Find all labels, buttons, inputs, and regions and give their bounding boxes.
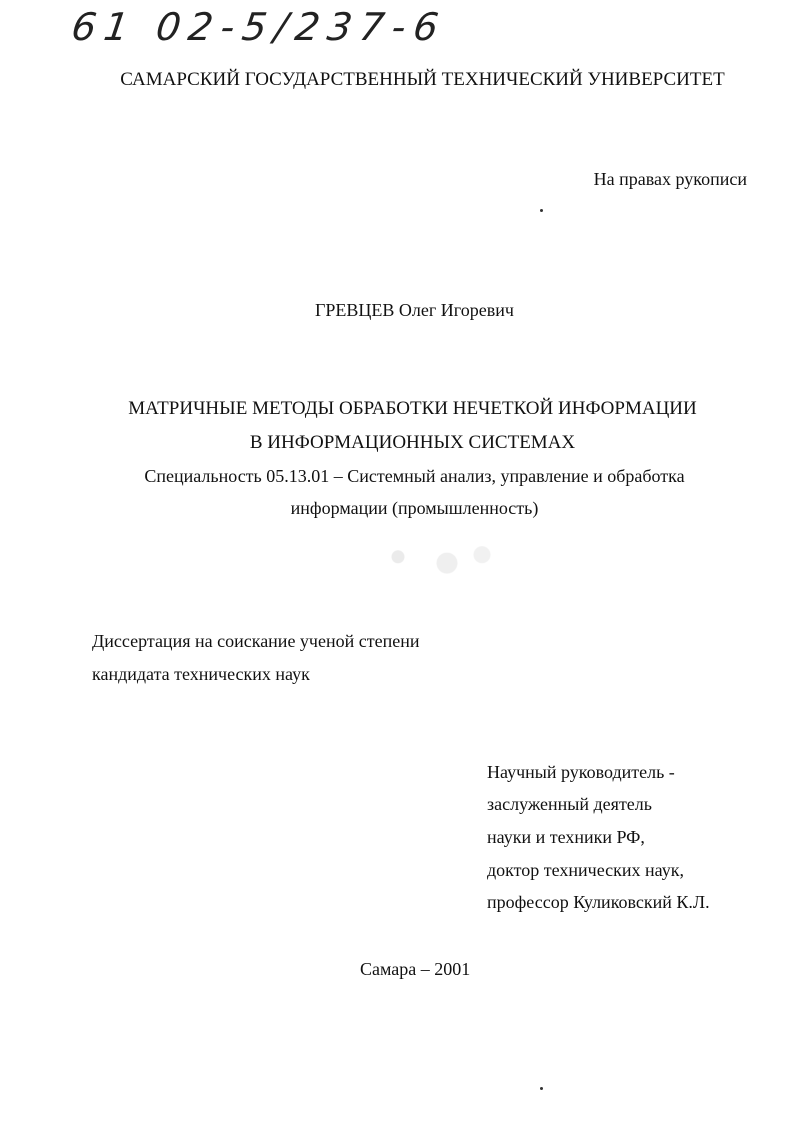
place-and-year: Самара – 2001 — [360, 959, 471, 979]
faded-stamp-mark — [370, 540, 510, 582]
handwritten-catalog-code: 61 02-5/237-6 — [68, 5, 449, 49]
thesis-title-line-1: МАТРИЧНЫЕ МЕТОДЫ ОБРАБОТКИ НЕЧЕТКОЙ ИНФОРМАЦИИ — [128, 398, 697, 419]
rights-notice: На правах рукописи — [593, 169, 747, 189]
scan-speck — [540, 209, 543, 212]
dissertation-line-1: Диссертация на соискание ученой степени — [92, 631, 420, 651]
supervisor-line: заслуженный деятель — [487, 794, 652, 814]
supervisor-line: профессор Куликовский К.Л. — [487, 892, 710, 912]
supervisor-line: науки и техники РФ, — [487, 827, 645, 847]
supervisor-line: доктор технических наук, — [487, 860, 684, 880]
specialty-line-2: информации (промышленность) — [290, 498, 539, 518]
specialty-line-1: Специальность 05.13.01 – Системный анализ, управление и обработка — [144, 466, 685, 486]
dissertation-line-2: кандидата технических наук — [92, 664, 310, 684]
university-name: САМАРСКИЙ ГОСУДАРСТВЕННЫЙ ТЕХНИЧЕСКИЙ УНИВЕРСИТЕТ — [120, 69, 725, 90]
thesis-title-line-2: В ИНФОРМАЦИОННЫХ СИСТЕМАХ — [249, 432, 576, 453]
supervisor-line: Научный руководитель - — [487, 762, 675, 782]
author-name: ГРЕВЦЕВ Олег Игоревич — [315, 300, 514, 320]
scan-speck — [540, 1087, 543, 1090]
